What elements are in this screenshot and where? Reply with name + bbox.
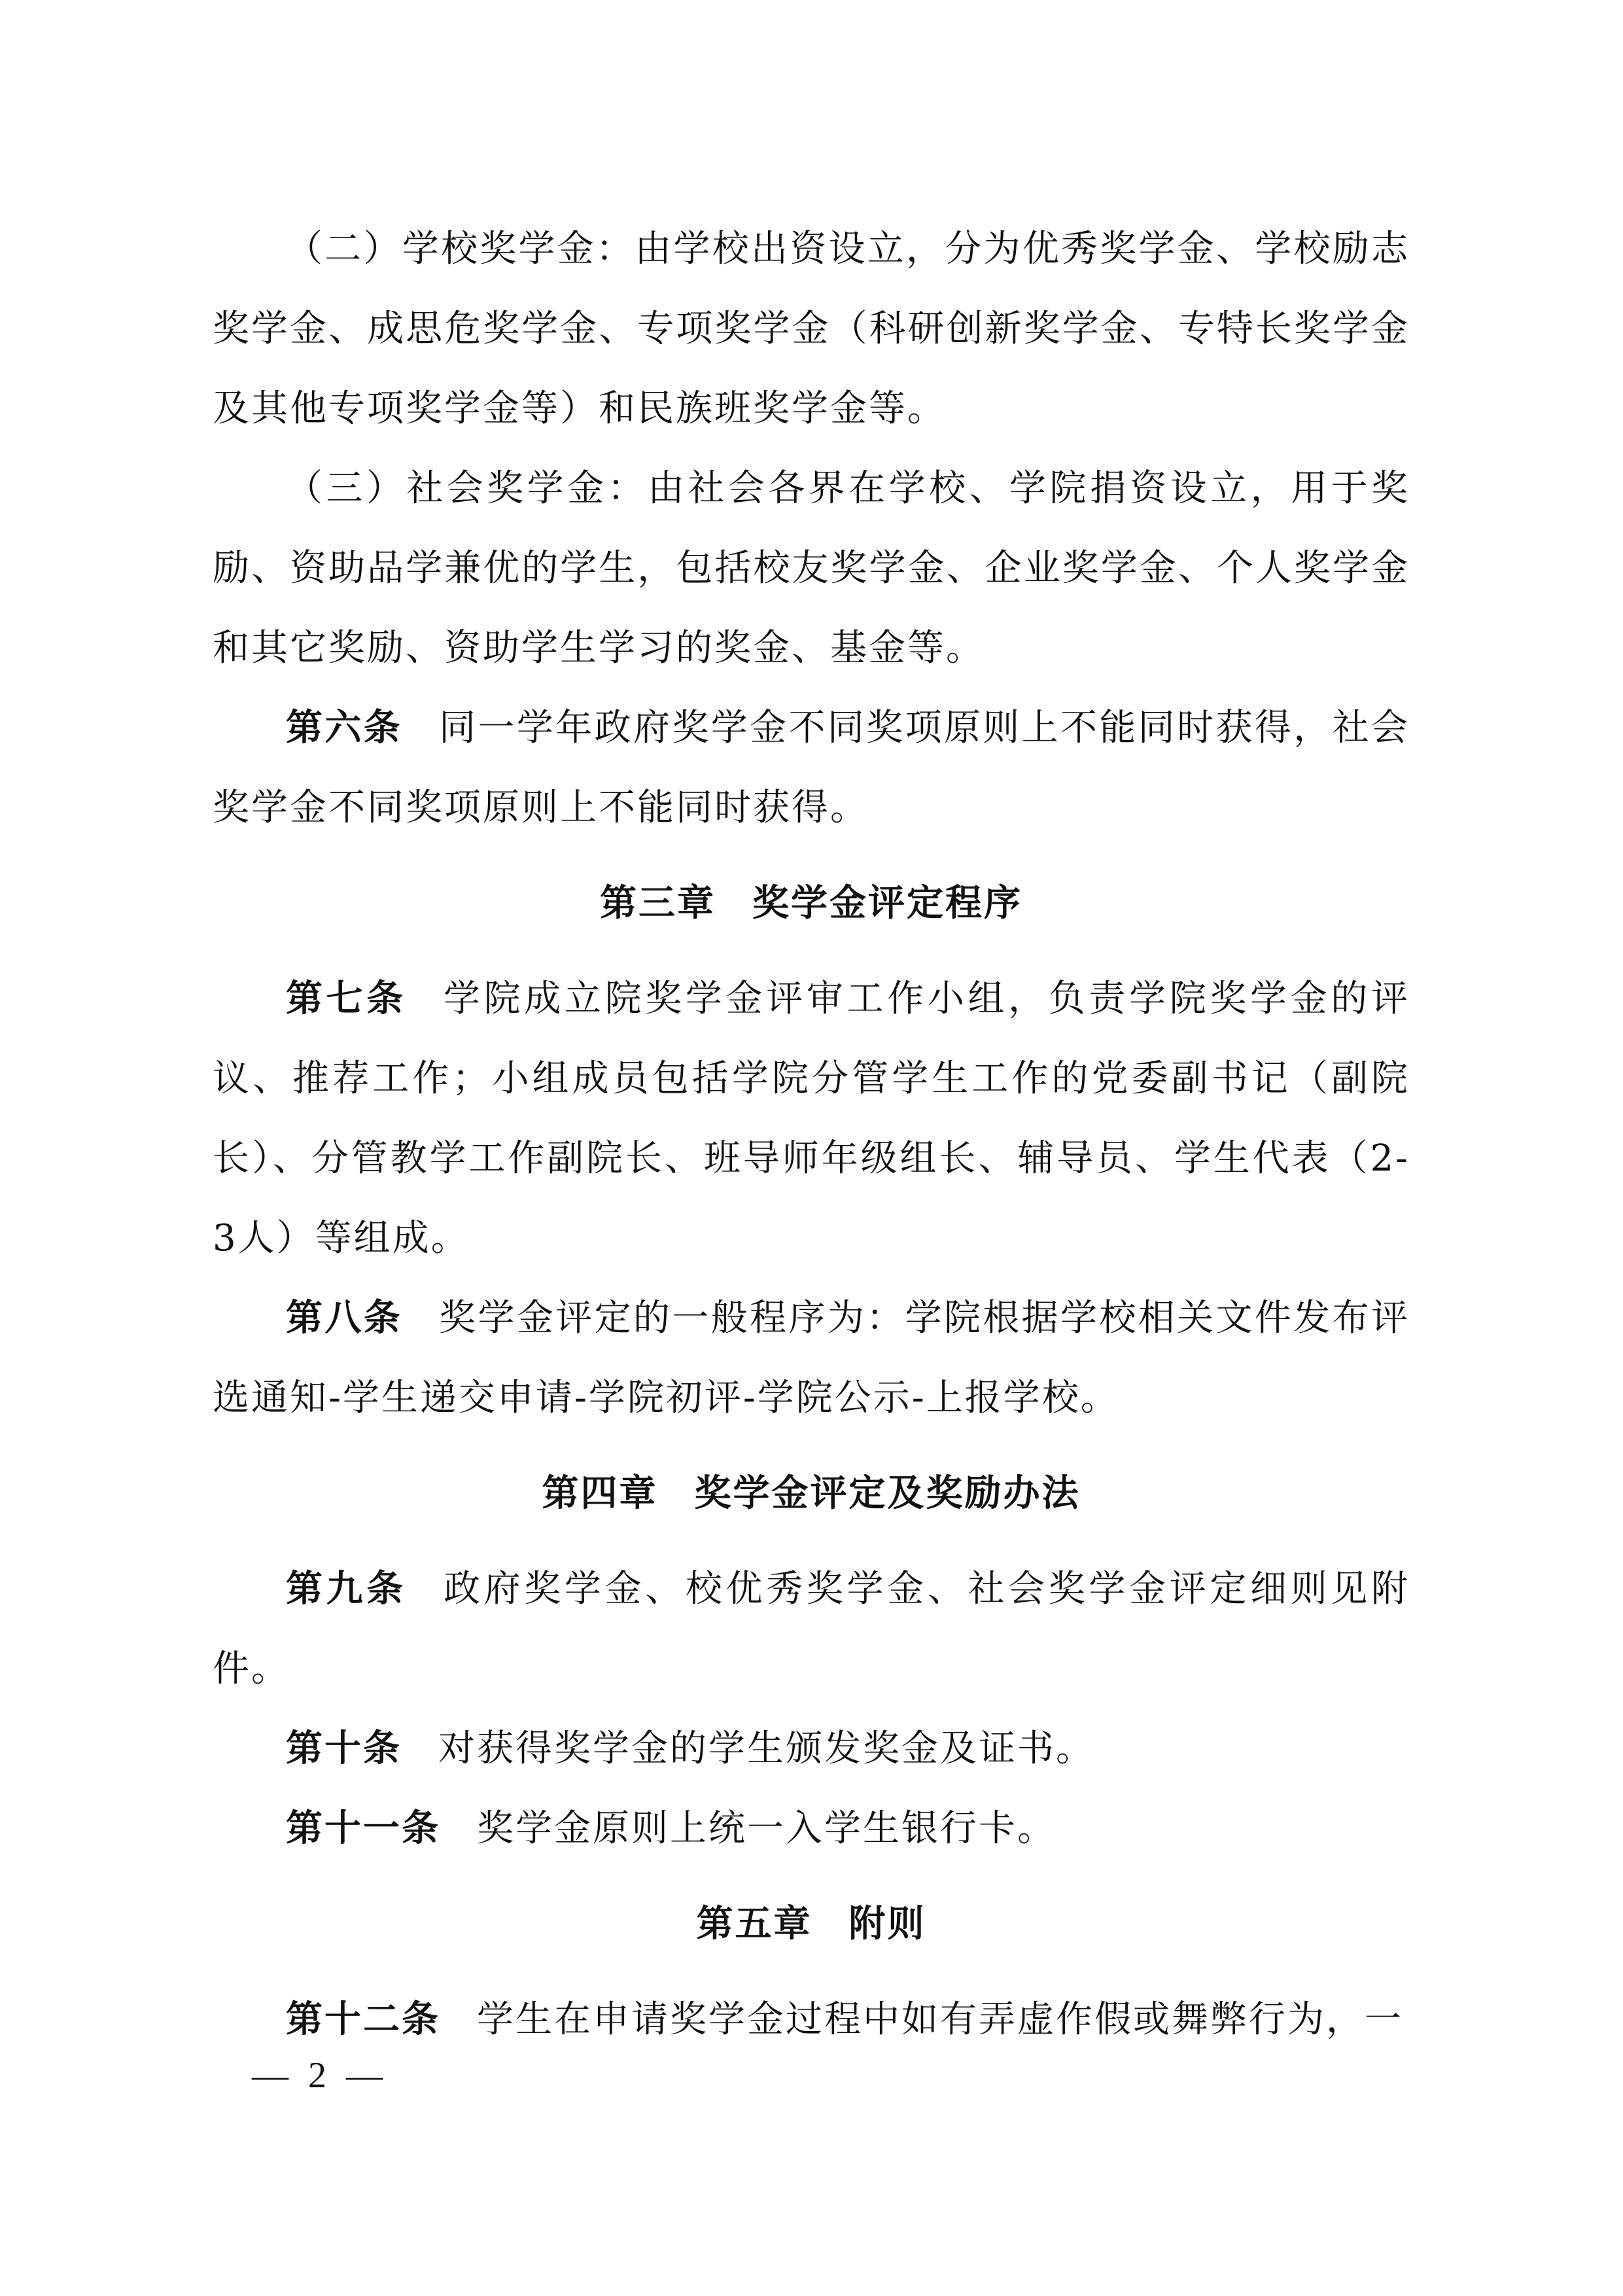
article-7-label: 第七条 bbox=[286, 978, 407, 1020]
article-10-text: 对获得奖学金的学生颁发奖金及证书。 bbox=[438, 1727, 1094, 1770]
chapter-5-number: 第五章 bbox=[696, 1903, 812, 1945]
article-12-text: 学生在申请奖学金过程中如有弄虚作假或舞弊行为，一 bbox=[477, 1998, 1403, 2041]
chapter-3-heading bbox=[213, 864, 1410, 944]
paragraph-school-scholarship: （二）学校奖学金：由学校出资设立，分为优秀奖学金、学校励志奖学金、成思危奖学金、专项奖学金（科研创新奖学金、专特长奖学金及其他专项奖学金等）和民族班奖学金等。 bbox=[213, 228, 1410, 430]
article-11-label: 第十一条 bbox=[286, 1807, 440, 1850]
article-10-label: 第十条 bbox=[286, 1727, 402, 1770]
chapter-3-title: 奖学金评定程序 bbox=[752, 882, 1022, 925]
article-9-text: 政府奖学金、校优秀奖学金、社会奖学金评定细则见附件。 bbox=[213, 1568, 1410, 1690]
article-9 bbox=[213, 1549, 1410, 1709]
article-12-label: 第十二条 bbox=[286, 1998, 440, 2041]
article-8-label: 第八条 bbox=[286, 1297, 403, 1339]
article-9-label: 第九条 bbox=[286, 1568, 407, 1610]
article-6 bbox=[213, 688, 1410, 848]
article-6-text: 同一学年政府奖学金不同奖项原则上不能同时获得，社会奖学金不同奖项原则上不能同时获得。 bbox=[213, 707, 1410, 829]
article-7-text: 学院成立院奖学金评审工作小组，负责学院奖学金的评议、推荐工作；小组成员包括学院分管学生工作的党委副书记（副院长）、分管教学工作副院长、班导师年级组长、辅导员、学生代表（2-3人）等组成。 bbox=[213, 978, 1410, 1260]
article-12 bbox=[213, 1980, 1410, 2060]
chapter-4-number: 第四章 bbox=[542, 1472, 658, 1515]
chapter-4-title: 奖学金评定及奖励办法 bbox=[694, 1472, 1081, 1515]
article-8-text: 奖学金评定的一般程序为：学院根据学校相关文件发布评选通知-学生递交申请-学院初评-学院公示-上报学校。 bbox=[213, 1297, 1410, 1419]
chapter-5-heading bbox=[213, 1884, 1410, 1964]
article-10 bbox=[213, 1709, 1410, 1789]
page-number: — 2 — bbox=[252, 2055, 388, 2096]
chapter-3-number: 第三章 bbox=[600, 882, 716, 925]
article-11 bbox=[213, 1789, 1410, 1869]
article-6-label: 第六条 bbox=[286, 707, 403, 749]
chapter-5-title: 附则 bbox=[848, 1903, 926, 1945]
document-body bbox=[213, 209, 1410, 2060]
chapter-4-heading bbox=[213, 1454, 1410, 1534]
paragraph-social-scholarship: （三）社会奖学金：由社会各界在学校、学院捐资设立，用于奖励、资助品学兼优的学生，包括校友奖学金、企业奖学金、个人奖学金和其它奖励、资助学生学习的奖金、基金等。 bbox=[213, 467, 1410, 669]
article-8 bbox=[213, 1279, 1410, 1438]
article-7 bbox=[213, 959, 1410, 1279]
article-11-text: 奖学金原则上统一入学生银行卡。 bbox=[477, 1807, 1056, 1850]
